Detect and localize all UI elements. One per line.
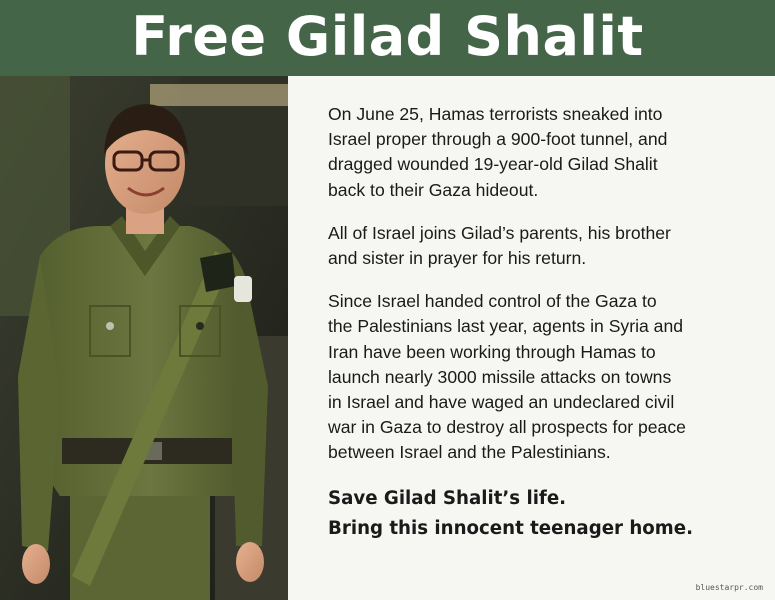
paragraph-1: On June 25, Hamas terrorists sneaked into Israel proper through a 900-foot tunnel, and dragged wounded 19-year-old Gilad Shalit back to their Gaza hideout. — [328, 104, 668, 200]
banner — [0, 0, 775, 76]
credit-text: bluestarpr.com — [695, 583, 763, 592]
paragraph-3: Since Israel handed control of the Gaza to the Palestinians last year, agents in Syria and Iran have been working through Hamas to launch nearly 3000 missile attacks on towns in Israel and have waged an undeclared civil war in Gaza to destroy all prospects for peace between Israel and the Palestinians. — [328, 291, 686, 463]
article-text — [328, 102, 758, 544]
paragraph-2: All of Israel joins Gilad’s parents, his brother and sister in prayer for his return. — [328, 222, 671, 269]
callout-line-2: Bring this innocent teenager home. — [328, 517, 693, 539]
soldier-portrait-icon — [0, 76, 288, 600]
soldier-portrait — [0, 76, 288, 600]
callout-line-1: Save Gilad Shalit’s life. — [328, 487, 567, 509]
page-title: Free Gilad Shalit — [131, 5, 644, 68]
